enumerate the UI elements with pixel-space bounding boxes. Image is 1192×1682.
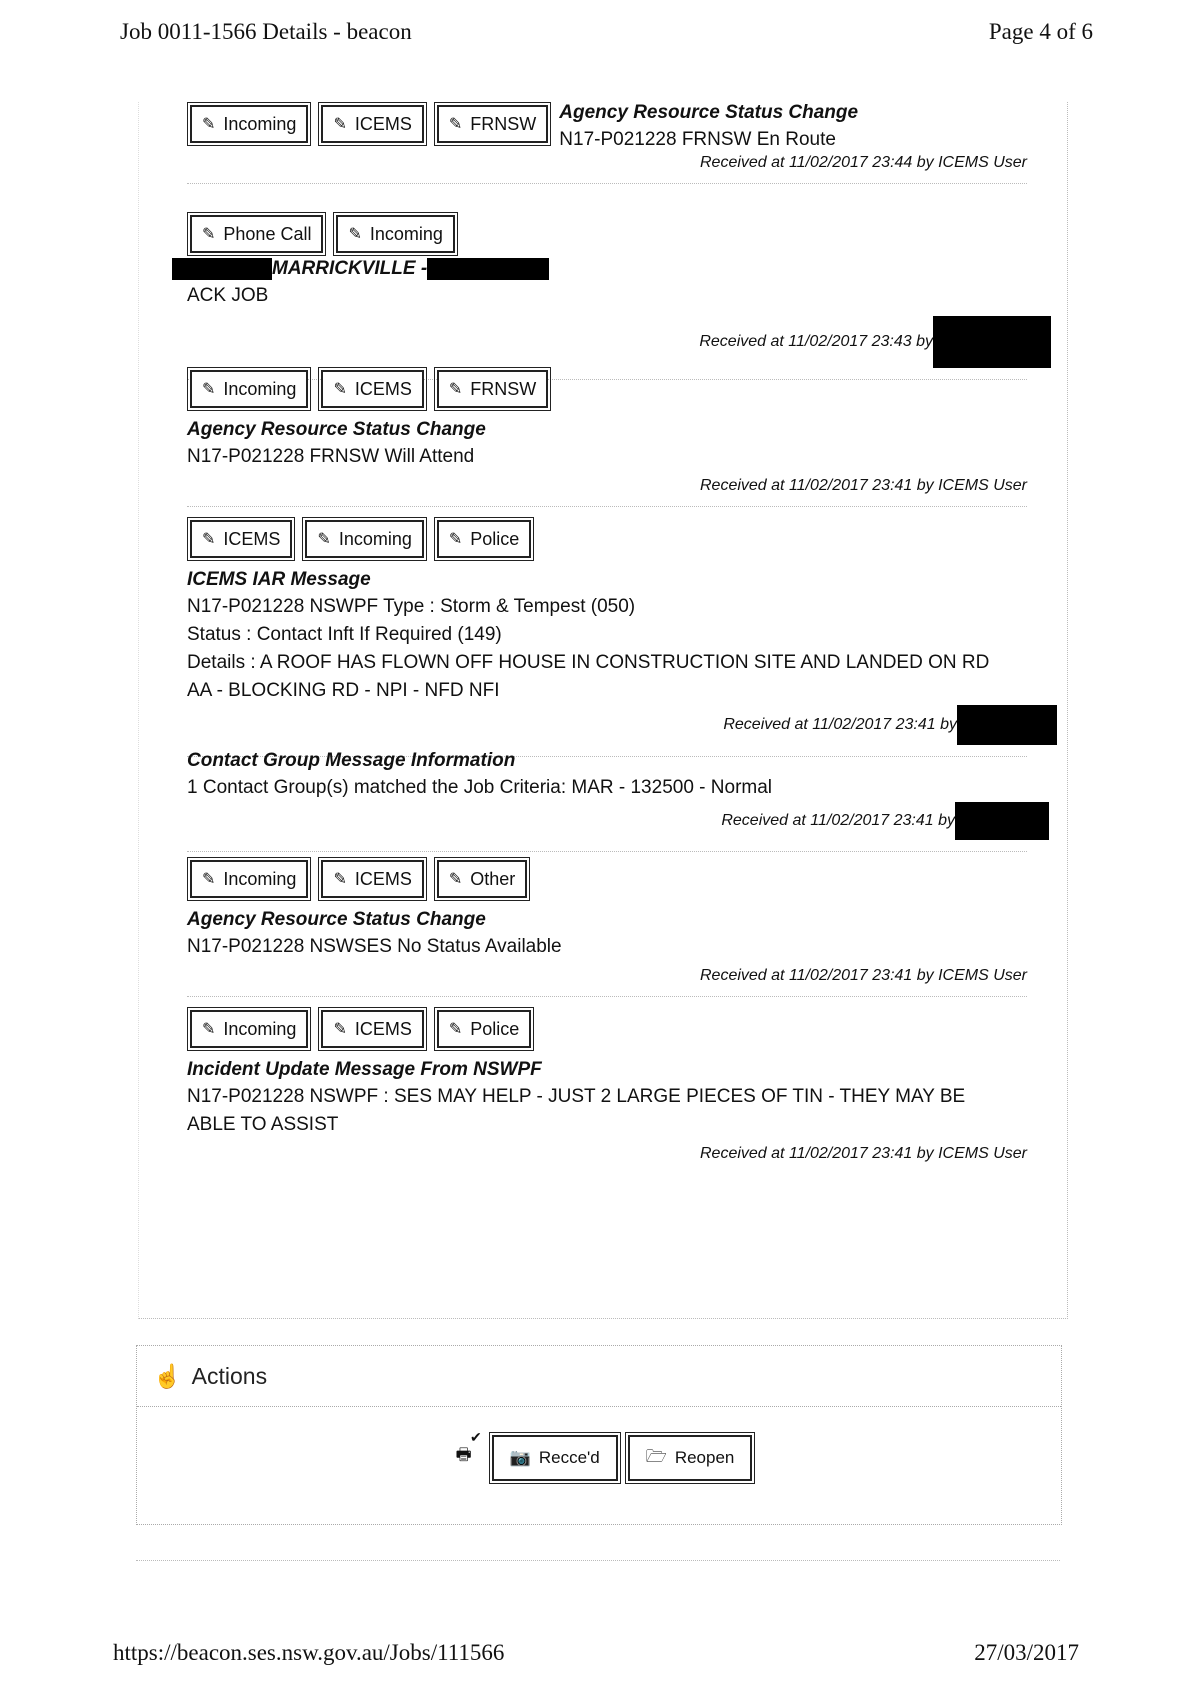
reopen-button[interactable] xyxy=(628,1435,753,1481)
job-messages-panel xyxy=(138,102,1068,1319)
pencil-icon: ✎ xyxy=(202,116,216,133)
message-line: Details : A ROOF HAS FLOWN OFF HOUSE IN CONSTRUCTION SITE AND LANDED ON RD xyxy=(187,652,990,673)
page-url: https://beacon.ses.nsw.gov.au/Jobs/111566 xyxy=(113,1640,505,1665)
pencil-icon: ✎ xyxy=(202,1021,216,1038)
message-entry xyxy=(187,102,1027,184)
pencil-icon: ✎ xyxy=(448,871,463,888)
tag-button[interactable] xyxy=(321,1010,423,1048)
divider xyxy=(187,995,1027,997)
tag-label: ICEMS xyxy=(354,378,412,399)
message-line: ACK JOB xyxy=(187,285,269,306)
tag-label: Incoming xyxy=(223,1018,297,1039)
reopen-label: Reopen xyxy=(674,1448,735,1467)
tag-label: Police xyxy=(470,528,520,549)
divider xyxy=(187,505,1027,507)
tag-button[interactable] xyxy=(437,105,548,143)
divider xyxy=(187,850,1027,852)
tag-button[interactable] xyxy=(305,520,423,558)
folder-open-icon: 🗁 xyxy=(645,1446,667,1466)
message-line: ABLE TO ASSIST xyxy=(187,1114,339,1135)
message-line: N17-P021228 NSWPF : SES MAY HELP - JUST 2 LARGE PIECES OF TIN - THEY MAY BE xyxy=(187,1086,966,1107)
message-line: N17-P021228 NSWPF Type : Storm & Tempest (050) xyxy=(187,596,636,617)
message-entry xyxy=(187,517,1027,757)
message-title: Agency Resource Status Change xyxy=(187,419,486,440)
received-info: Received at 11/02/2017 23:41 by ICEMS User xyxy=(700,967,1027,984)
pencil-icon: ✎ xyxy=(333,381,347,398)
tag-list xyxy=(187,857,1027,901)
tag-label: Incoming xyxy=(369,223,443,244)
tag-button[interactable] xyxy=(437,860,527,898)
message-entry xyxy=(187,857,1027,997)
redaction-block xyxy=(957,705,1057,745)
pencil-icon: ✎ xyxy=(317,531,331,548)
message-line: N17-P021228 NSWSES No Status Available xyxy=(187,936,562,957)
message-title: Contact Group Message Information xyxy=(187,750,516,771)
tag-button[interactable] xyxy=(336,215,454,253)
tag-button[interactable] xyxy=(437,370,548,408)
tag-button[interactable] xyxy=(321,370,423,408)
print-button[interactable] xyxy=(446,1429,482,1477)
actions-heading: Actions xyxy=(191,1362,268,1389)
recced-button[interactable] xyxy=(492,1435,618,1481)
message-title: Agency Resource Status Change xyxy=(559,102,859,123)
tag-button[interactable] xyxy=(190,105,308,143)
redaction-block xyxy=(427,258,549,280)
tag-label: ICEMS xyxy=(354,868,412,889)
tag-button[interactable] xyxy=(321,105,423,143)
print-icon: 🖶 xyxy=(455,1444,472,1464)
pencil-icon: ✎ xyxy=(202,871,216,888)
message-title: Incident Update Message From NSWPF xyxy=(187,1059,542,1080)
tag-list xyxy=(187,517,1027,561)
tag-list xyxy=(187,102,551,146)
pencil-icon: ✎ xyxy=(348,226,362,243)
message-entry xyxy=(187,1007,1027,1163)
message-line: Status : Contact Inft If Required (149) xyxy=(187,624,502,645)
message-entry xyxy=(187,367,1027,507)
hand-pointer-icon: ☝ xyxy=(153,1362,182,1389)
tag-button[interactable] xyxy=(190,1010,308,1048)
redaction-block xyxy=(933,316,1051,368)
received-info: Received at 11/02/2017 23:41 by xyxy=(721,812,955,829)
tag-label: Police xyxy=(470,1018,520,1039)
tag-label: Incoming xyxy=(223,868,297,889)
camera-icon: 📷 xyxy=(509,1448,531,1467)
tag-list xyxy=(187,1007,1027,1051)
pencil-icon: ✎ xyxy=(202,531,216,548)
message-line: N17-P021228 FRNSW En Route xyxy=(559,129,836,150)
pencil-icon: ✎ xyxy=(202,226,216,243)
tag-list xyxy=(187,367,1027,411)
page-number: Page 4 of 6 xyxy=(988,19,1093,44)
tag-label: ICEMS xyxy=(354,113,412,134)
message-title: ICEMS IAR Message xyxy=(187,569,371,590)
pencil-icon: ✎ xyxy=(448,1021,463,1038)
message-entry xyxy=(187,212,1027,380)
pencil-icon: ✎ xyxy=(202,381,216,398)
received-info: Received at 11/02/2017 23:41 by ICEMS User xyxy=(700,1145,1027,1162)
received-info: Received at 11/02/2017 23:41 by xyxy=(723,716,957,733)
print-date: 27/03/2017 xyxy=(974,1640,1079,1665)
tag-button[interactable] xyxy=(190,860,308,898)
pencil-icon: ✎ xyxy=(333,1021,347,1038)
pencil-icon: ✎ xyxy=(448,116,463,133)
tag-label: ICEMS xyxy=(223,528,281,549)
pencil-icon: ✎ xyxy=(448,381,463,398)
message-line: N17-P021228 FRNSW Will Attend xyxy=(187,446,475,467)
tag-label: Incoming xyxy=(223,113,297,134)
pencil-icon: ✎ xyxy=(333,116,347,133)
tag-button[interactable] xyxy=(437,1010,531,1048)
message-title: Agency Resource Status Change xyxy=(187,909,486,930)
message-title: MARRICKVILLE - xyxy=(272,258,428,279)
redaction-block xyxy=(955,802,1049,840)
redaction-block xyxy=(172,258,272,280)
received-info: Received at 11/02/2017 23:44 by ICEMS User xyxy=(700,154,1027,171)
pencil-icon: ✎ xyxy=(333,871,347,888)
tag-label: FRNSW xyxy=(470,378,537,399)
check-badge-icon: ✔ xyxy=(469,1429,482,1445)
tag-button[interactable] xyxy=(190,370,308,408)
divider xyxy=(187,182,1027,184)
tag-label: Other xyxy=(470,868,516,889)
tag-label: Phone Call xyxy=(223,223,312,244)
tag-label: Incoming xyxy=(223,378,297,399)
message-line: 1 Contact Group(s) matched the Job Criteria: MAR - 132500 - Normal xyxy=(187,777,773,798)
received-info: Received at 11/02/2017 23:43 by xyxy=(699,333,933,350)
tag-button[interactable] xyxy=(190,215,323,253)
tag-button[interactable] xyxy=(321,860,423,898)
tag-button[interactable] xyxy=(190,520,292,558)
message-line: AA - BLOCKING RD - NPI - NFD NFI xyxy=(187,680,500,701)
received-info: Received at 11/02/2017 23:41 by ICEMS User xyxy=(700,477,1027,494)
tag-label: ICEMS xyxy=(354,1018,412,1039)
tag-button[interactable] xyxy=(437,520,531,558)
recced-label: Recce'd xyxy=(538,1448,600,1467)
actions-panel xyxy=(136,1345,1062,1525)
message-entry xyxy=(187,742,1027,852)
tag-label: Incoming xyxy=(338,528,412,549)
tag-list xyxy=(187,212,1027,256)
page-header-title: Job 0011-1566 Details - beacon xyxy=(120,19,412,44)
tag-label: FRNSW xyxy=(470,113,537,134)
divider xyxy=(136,1560,1060,1561)
pencil-icon: ✎ xyxy=(448,531,463,548)
